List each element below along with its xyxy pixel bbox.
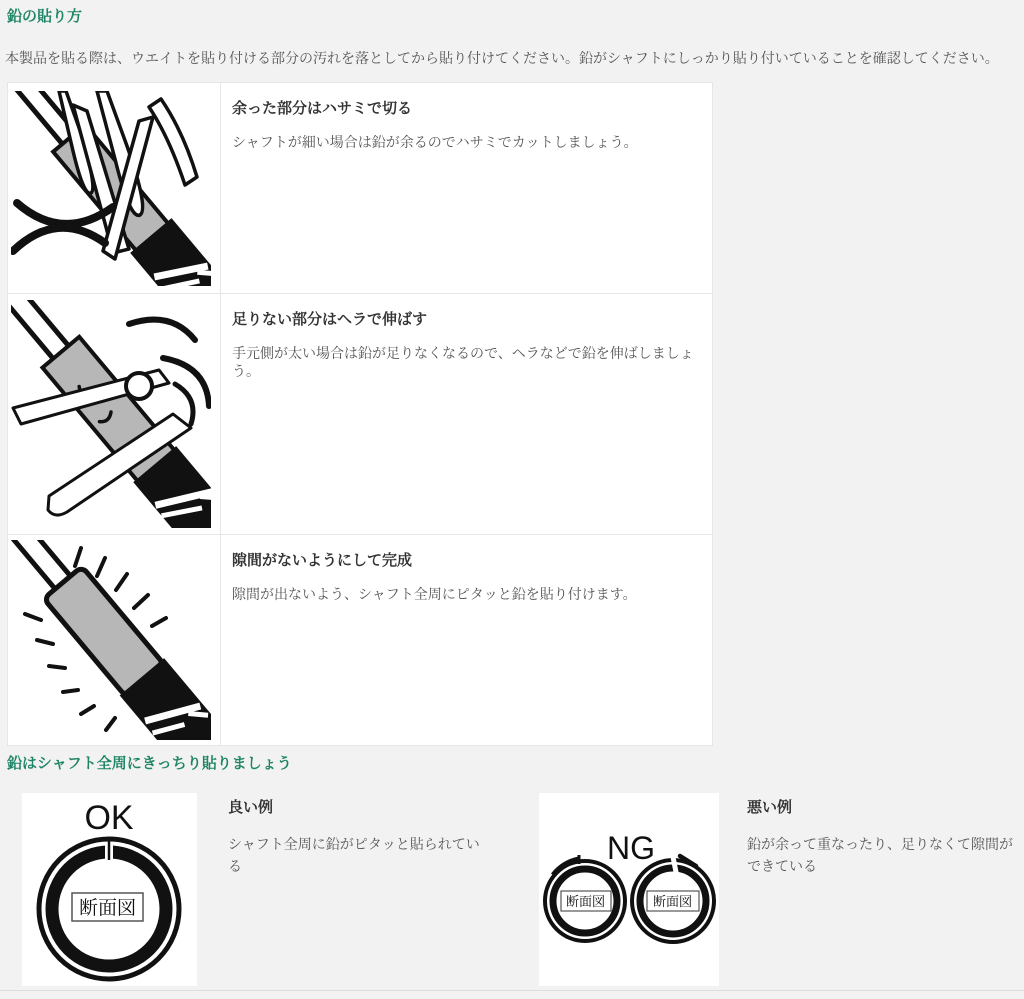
intro-text: 本製品を貼る際は、ウエイトを貼り付ける部分の汚れを落としてから貼り付けてください。鉛がシャフトにしっかり貼り付いていることを確認してください。	[5, 50, 999, 66]
step-row-stretch	[8, 294, 713, 535]
ng-badge-label: NG	[607, 830, 655, 867]
step-row-cut	[8, 83, 713, 294]
step-row-finish	[8, 535, 713, 746]
section-heading-apply: 鉛の貼り方	[7, 8, 83, 25]
spatula-spreading-illustration	[11, 300, 211, 528]
example-title: 良い例	[228, 799, 274, 817]
example-good	[22, 793, 492, 986]
step-title: 隙間がないようにして完成	[232, 552, 413, 570]
cross-section-label-left: 断面図	[565, 894, 606, 910]
good-example-illustration	[22, 793, 197, 986]
ng-cross-section-diagram	[539, 793, 719, 986]
step-title: 足りない部分はヘラで伸ばす	[232, 311, 428, 329]
example-description: シャフト全周に鉛がピタッと貼られている	[228, 835, 480, 875]
step-title: 余った部分はハサミで切る	[232, 100, 413, 118]
examples-row	[22, 793, 1024, 986]
finished-shaft-illustration	[11, 540, 211, 740]
bad-example-illustration	[539, 793, 719, 986]
bottom-divider	[0, 990, 1024, 991]
ok-badge-label: OK	[84, 799, 134, 838]
example-bad	[539, 793, 1017, 986]
example-description: 鉛が余って重なったり、足りなくて隙間ができている	[747, 835, 1013, 875]
step-description: シャフトが細い場合は鉛が余るのでハサミでカットしましょう。	[232, 133, 638, 150]
cross-section-label: 断面図	[78, 898, 137, 920]
scissors-cutting-illustration	[11, 91, 211, 286]
section-heading-wrap: 鉛はシャフト全周にきっちり貼りましょう	[7, 755, 292, 773]
example-title: 悪い例	[747, 799, 793, 817]
cross-section-label-right: 断面図	[652, 894, 693, 910]
steps-table	[7, 82, 713, 746]
step-description: 手元側が太い場合は鉛が足りなくなるので、ヘラなどで鉛を伸ばしましょう。	[232, 344, 694, 380]
ok-cross-section-diagram	[22, 793, 197, 986]
step-description: 隙間が出ないよう、シャフト全周にピタッと鉛を貼り付けます。	[232, 585, 637, 602]
